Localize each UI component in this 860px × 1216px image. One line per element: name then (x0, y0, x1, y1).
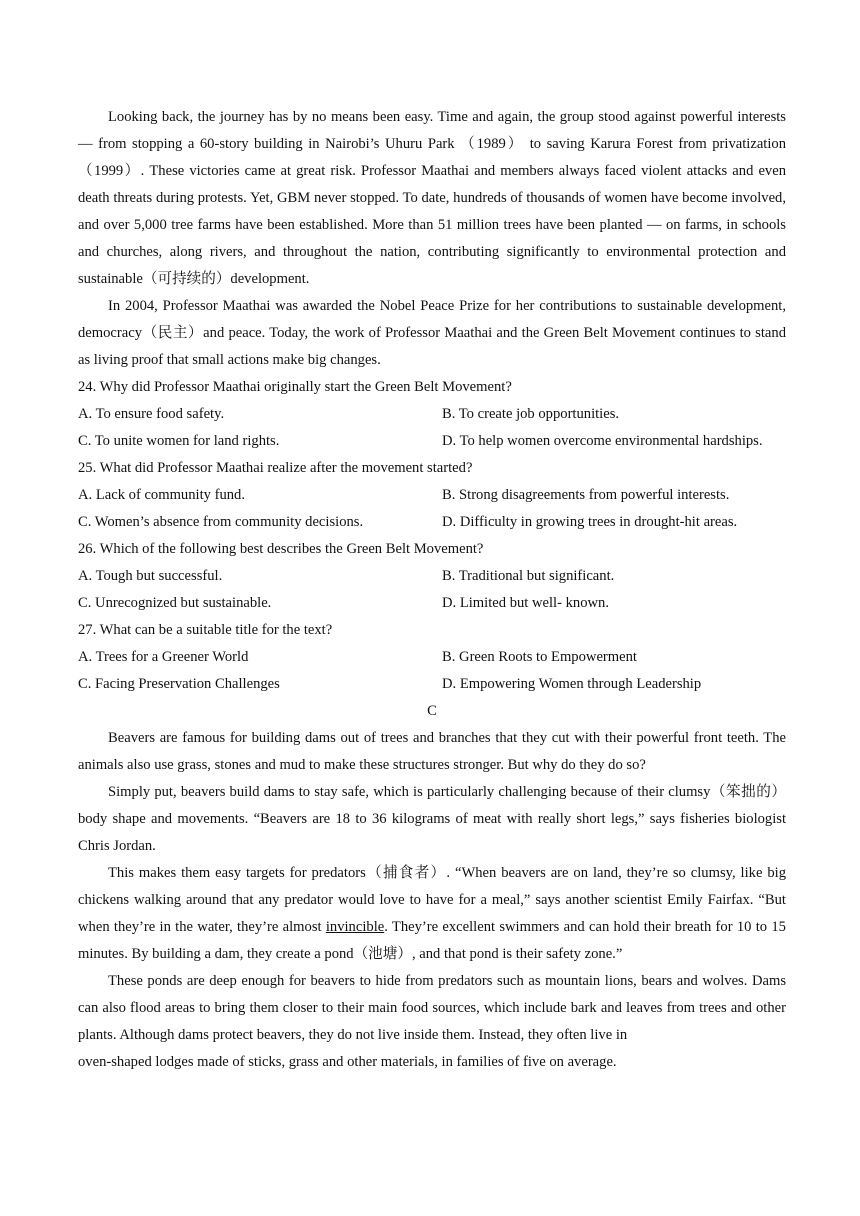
option-grid (78, 482, 786, 536)
question-24 (78, 374, 786, 455)
paragraph-continuation: oven-shaped lodges made of sticks, grass and other materials, in families of five on average. (78, 1054, 617, 1070)
option-b: B. Green Roots to Empowerment (442, 649, 637, 665)
option-c: C. To unite women for land rights. (78, 433, 280, 449)
paragraph: These ponds are deep enough for beavers to hide from predators such as mountain lions, bears and wolves. Dams can also flood areas to bring them closer to their main food sources, which include bark and leaves from trees and other plants. Although dams protect beavers, they do not live inside them. Instead, they often live in (78, 973, 786, 1043)
document-page (78, 104, 786, 1076)
option-c: C. Unrecognized but sustainable. (78, 595, 272, 611)
question-25 (78, 455, 786, 536)
option-d: D. Limited but well- known. (442, 595, 609, 611)
underlined-word: invincible (325, 919, 385, 935)
option-d: D. Empowering Women through Leadership (442, 676, 702, 692)
option-a: A. Tough but successful. (78, 568, 223, 584)
paragraph: In 2004, Professor Maathai was awarded the Nobel Peace Prize for her contributions to sustainable development, democracy（民主）and peace. Today, the work of Professor Maathai and the Green Belt Movement continues to stand as living proof that small actions make big changes. (78, 298, 786, 368)
option-c: C. Women’s absence from community decisions. (78, 514, 364, 530)
paragraph: Beavers are famous for building dams out of trees and branches that they cut with their powerful front teeth. The animals also use grass, stones and mud to make these structures stronger. But why do they do so? (78, 730, 786, 773)
option-grid (78, 563, 786, 617)
option-d: D. To help women overcome environmental hardships. (442, 433, 763, 449)
paragraph-text: . They’re excellent swimmers and can hold their breath for 10 to 15 minutes. By building a dam, they create a pond（池塘）, and that pond is their safety zone.” (78, 919, 786, 962)
option-a: A. Lack of community fund. (78, 487, 245, 503)
option-a: A. Trees for a Greener World (78, 649, 249, 665)
option-grid (78, 401, 786, 455)
option-c: C. Facing Preservation Challenges (78, 676, 280, 692)
question-stem: 24. Why did Professor Maathai originally start the Green Belt Movement? (78, 379, 512, 395)
paragraph-text: This makes them easy targets for predators（捕食者）. “When beavers are on land, they’re so clumsy, like big chickens walking around that any predator would love to have for a meal,” says another scientist Emily Fairfax. “But when they’re in the water, they’re almost (78, 865, 786, 935)
question-stem: 27. What can be a suitable title for the text? (78, 622, 333, 638)
paragraph: Simply put, beavers build dams to stay safe, which is particularly challenging because of their clumsy（笨拙的）body shape and movements. “Beavers are 18 to 36 kilograms of meat with really short legs,” says fisheries biologist Chris Jordan. (78, 784, 786, 854)
paragraph (78, 860, 786, 968)
question-26 (78, 536, 786, 617)
option-b: B. To create job opportunities. (442, 406, 620, 422)
paragraph: Looking back, the journey has by no means been easy. Time and again, the group stood against powerful interests — from stopping a 60-story building in Nairobi’s Uhuru Park （1989） to saving Karura Forest from privatization （1999）. These victories came at great risk. Professor Maathai and members always faced violent attacks and even death threats during protests. Yet, GBM never stopped. To date, hundreds of thousands of women have become involved, and over 5,000 tree farms have been established. More than 51 million trees have been planted — on farms, in schools and churches, along rivers, and throughout the nation, contributing significantly to environmental protection and sustainable（可持续的）development. (78, 109, 786, 287)
question-stem: 26. Which of the following best describes the Green Belt Movement? (78, 541, 484, 557)
section-heading: C (427, 703, 437, 719)
option-a: A. To ensure food safety. (78, 406, 225, 422)
option-b: B. Traditional but significant. (442, 568, 615, 584)
option-grid (78, 644, 786, 698)
option-d: D. Difficulty in growing trees in drought-hit areas. (442, 514, 738, 530)
option-b: B. Strong disagreements from powerful interests. (442, 487, 730, 503)
question-27 (78, 617, 786, 698)
question-stem: 25. What did Professor Maathai realize after the movement started? (78, 460, 473, 476)
